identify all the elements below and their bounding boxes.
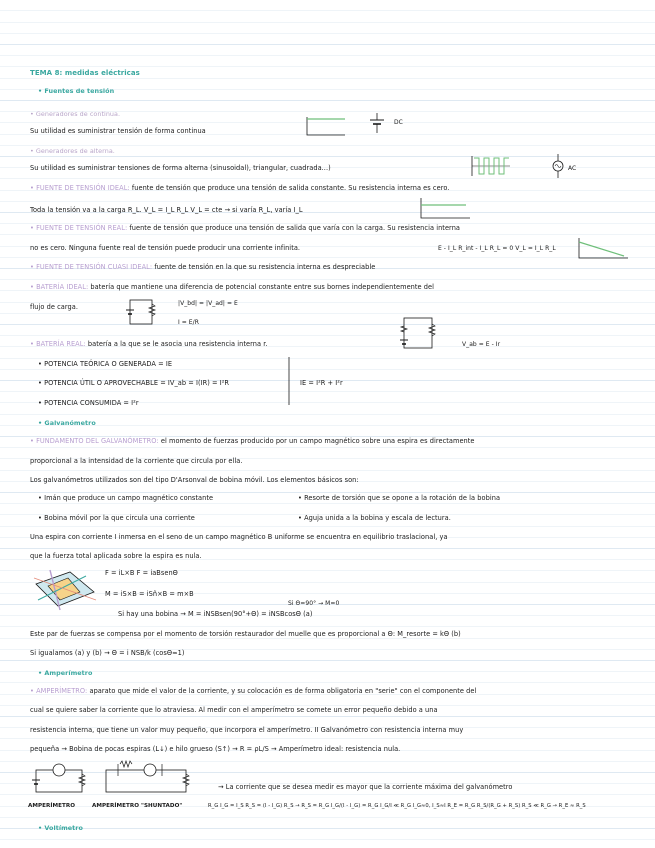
ac-label: AC: [568, 165, 577, 172]
text-galvanometros: Los galvanómetros utilizados son del tipo D'Arsonval de bobina móvil. Los elementos básicos son:: [30, 476, 359, 484]
potencia-teorica: • POTENCIA TEÓRICA O GENERADA = IE: [38, 360, 173, 368]
text-igualamos: Si igualamos (a) y (b) → Θ = i NSB/k (cosΘ≈1): [30, 649, 185, 657]
heading-fuente-real: • FUENTE DE TENSIÓN REAL:: [30, 224, 128, 232]
section-fuentes: • Fuentes de tensión: [38, 87, 115, 95]
text-bateria-ideal: batería que mantiene una diferencia de potencial constante entre sus bornes independientemente del: [90, 283, 435, 291]
bat-line: [30, 283, 434, 292]
element-iman: • Imán que produce un campo magnético constante: [38, 494, 214, 502]
real-graph: [576, 236, 636, 262]
text-continua: Su utilidad es suministrar tensión de forma continua: [30, 127, 206, 135]
heading-fuente-ideal: • FUENTE DE TENSIÓN IDEAL:: [30, 184, 130, 192]
page-title: TEMA 8: medidas eléctricas: [30, 69, 140, 77]
heading-bateria-real: • BATERÍA REAL:: [30, 340, 86, 348]
bobina-equation: Si hay una bobina → M = iNSBsen(90°+Θ) = iNSBcosΘ (a): [118, 610, 313, 618]
ideal-line: [30, 184, 449, 193]
fund-line: [30, 437, 475, 446]
section-galvanometro: • Galvanómetro: [38, 419, 96, 427]
heading-generadores-continua: • Generadores de continua.: [30, 110, 121, 118]
fuerza-equation: F = iL×B F = iaBsenΘ: [105, 569, 178, 577]
bateria-ideal-eq2: I = E/R: [178, 319, 199, 326]
potencia-divider: [288, 357, 292, 407]
text-fuente-casi-ideal: fuente de tensión en la que su resistencia interna es despreciable: [154, 263, 376, 271]
heading-fuente-casi-ideal: • FUENTE DE TENSIÓN CUASI IDEAL:: [30, 263, 153, 271]
text-par-fuerzas: Este par de fuerzas se compensa por el momento de torsión restaurador del muelle que es proporcional a Θ: M_resorte = kΘ (b): [30, 630, 461, 638]
label-amperimetro-shuntado: AMPERÍMETRO "SHUNTADO": [92, 803, 183, 809]
heading-bateria-ideal: • BATERÍA IDEAL:: [30, 283, 89, 291]
heading-amperimetro: • AMPERÍMETRO:: [30, 687, 88, 695]
text-fundamento-2: proporcional a la intensidad de la corriente que circula por ella.: [30, 457, 243, 465]
element-bobina: • Bobina móvil por la que circula una corriente: [38, 514, 195, 522]
text-alterna: Su utilidad es suministrar tensiones de forma alterna (sinusoidal), triangular, cuadrada...): [30, 164, 331, 172]
potencia-equation: IE = I²R + I²r: [300, 379, 343, 387]
text-espira-2: que la fuerza total aplicada sobre la espira es nula.: [30, 552, 202, 560]
text-fuente-ideal-2: Toda la tensión va a la carga R_L. V_L = I_L R_L V_L = cte → si varía R_L, varía I_L: [30, 206, 303, 214]
bateria-ideal-circuit: [124, 296, 164, 330]
heading-fundamento: • FUNDAMENTO DEL GALVANÓMETRO:: [30, 437, 159, 445]
si-theta-equation: Si Θ=90° → M=0: [288, 600, 340, 607]
text-amperimetro-3: resistencia interna, que tiene un valor muy pequeño, que incorpora el amperímetro. II Galvanómetro con resistencia interna muy: [30, 726, 464, 734]
heading-generadores-alterna: • Generadores de alterna.: [30, 147, 115, 155]
dc-label: DC: [394, 119, 403, 126]
ac-diagram: [470, 152, 580, 180]
text-fundamento: el momento de fuerzas producido por un campo magnético sobre una espira es directamente: [160, 437, 475, 445]
shunt-equation: R_G I_G = I_S R_S = (I - I_G) R_S → R_S = R_G I_G/(I - I_G) = R_G I_G/I ≪ R_G I_G≈0, I_S≈I R_E = R_G R_S/(R_G + R_S) R_S ≪ R_G → R_E ≈ R_S: [208, 803, 586, 809]
section-voltimetro: • Voltímetro: [38, 824, 83, 832]
text-shunt: → La corriente que se desea medir es mayor que la corriente máxima del galvanómetro: [218, 783, 513, 791]
section-amperimetro: • Amperímetro: [38, 669, 93, 677]
text-bateria-ideal-2: flujo de carga.: [30, 303, 78, 311]
text-espira: Una espira con corriente I inmersa en el seno de un campo magnético B uniforme se encuentra en equilibrio traslacional, ya: [30, 533, 448, 541]
text-fuente-ideal: fuente de tensión que produce una tensión de salida constante. Su resistencia interna es cero.: [131, 184, 450, 192]
text-amperimetro: aparato que mide el valor de la corriente, y su colocación es de forma obligatoria en "serie" con el componente del: [89, 687, 477, 695]
potencia-consumida: • POTENCIA CONSUMIDA = I²r: [38, 399, 139, 407]
text-fuente-real: fuente de tensión que produce una tensión de salida que varía con la carga. Su resistencia interna: [129, 224, 461, 232]
text-fuente-real-2: no es cero. Ninguna fuente real de tensión puede producir una corriente infinita.: [30, 244, 301, 252]
potencia-util: • POTENCIA ÚTIL O APROVECHABLE = IV_ab = I(IR) = I²R: [38, 379, 230, 387]
real-line: [30, 224, 460, 233]
label-amperimetro: AMPERÍMETRO: [28, 803, 76, 809]
element-aguja: • Aguja unida a la bobina y escala de lectura.: [298, 514, 451, 522]
batr-line: [30, 340, 268, 349]
bateria-real-eq: V_ab = E - Ir: [462, 341, 501, 348]
element-resorte: • Resorte de torsión que se opone a la rotación de la bobina: [298, 494, 501, 502]
text-amperimetro-4: pequeña → Bobina de pocas espiras (L↓) e hilo grueso (S↑) → R = ρL/S → Amperímetro ideal: resistencia nula.: [30, 745, 401, 753]
dc-diagram: [305, 113, 395, 139]
real-equation: E - I_L R_int - I_L R_L = 0 V_L = I_L R_L: [438, 245, 556, 252]
casi-line: [30, 263, 375, 272]
text-bateria-real: batería a la que se le asocia una resistencia interna r.: [87, 340, 268, 348]
momento-equation: M = iS×B = iSñ×B = m×B: [105, 590, 194, 598]
amperimetro-shuntado-circuit: [100, 760, 200, 798]
amperimetro-circuit: [30, 760, 100, 798]
ideal-graph: [418, 196, 478, 222]
amp-line: [30, 687, 476, 696]
bateria-ideal-eq1: |V_bd| = |V_ad| = E: [178, 300, 238, 307]
bateria-real-circuit: [396, 312, 444, 354]
text-amperimetro-2: cual se quiere saber la corriente que lo atraviesa. Al medir con el amperímetro se comete un error pequeño debido a una: [30, 706, 438, 714]
espira-diagram: [30, 566, 100, 612]
